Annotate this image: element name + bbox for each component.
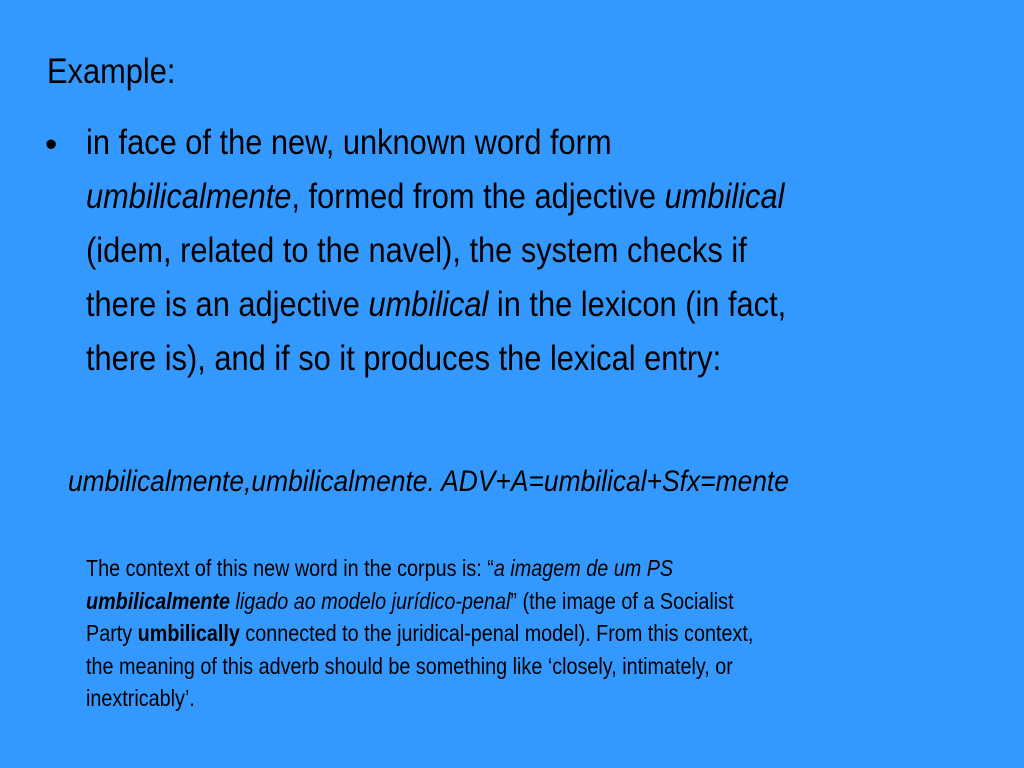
bullet-line-4-text-2: in the lexicon (in fact, xyxy=(488,285,787,324)
bullet-line-2-text: , formed from the adjective xyxy=(291,177,665,216)
lexical-entry: umbilicalmente,umbilicalmente. ADV+A=umbilical+Sfx=mente xyxy=(68,465,789,498)
bullet-line-4-text-1: there is an adjective xyxy=(86,285,369,324)
bullet-line-4 xyxy=(86,278,935,332)
context-word-bold-italic: umbilicalmente xyxy=(86,587,230,614)
slide-heading: Example: xyxy=(47,52,176,91)
bullet-mark: • xyxy=(45,125,58,164)
bullet-line-1: in face of the new, unknown word form xyxy=(86,123,612,162)
context-line-3 xyxy=(86,617,955,650)
context-line-1-text: The context of this new word in the corpus is: “ xyxy=(86,555,494,581)
adjective-italic-2: umbilical xyxy=(368,285,489,324)
bullet-line-5: there is), and if so it produces the lexical entry: xyxy=(86,339,722,378)
word-form-italic: umbilicalmente xyxy=(86,177,292,216)
context-line-2-text: ” (the image of a Socialist xyxy=(510,587,734,614)
context-line-3-text-1: Party xyxy=(86,620,138,646)
context-quote-italic-2: ligado ao modelo jurídico-penal xyxy=(229,587,511,614)
context-line-1 xyxy=(86,552,955,585)
bullet-line-3: (idem, related to the navel), the system checks if xyxy=(86,231,747,270)
context-line-4: the meaning of this adverb should be something like ‘closely, intimately, or xyxy=(86,652,733,679)
context-quote-italic: a imagem de um PS xyxy=(493,555,674,581)
bullet-line-2 xyxy=(86,170,935,224)
context-paragraph xyxy=(86,552,955,715)
context-line-5: inextricably’. xyxy=(86,685,195,711)
bullet-paragraph xyxy=(86,116,935,386)
context-word-bold: umbilically xyxy=(137,620,240,646)
adjective-italic: umbilical xyxy=(664,177,785,216)
context-line-3-text-2: connected to the juridical-penal model). From this context, xyxy=(239,620,754,646)
context-line-2 xyxy=(86,585,955,618)
